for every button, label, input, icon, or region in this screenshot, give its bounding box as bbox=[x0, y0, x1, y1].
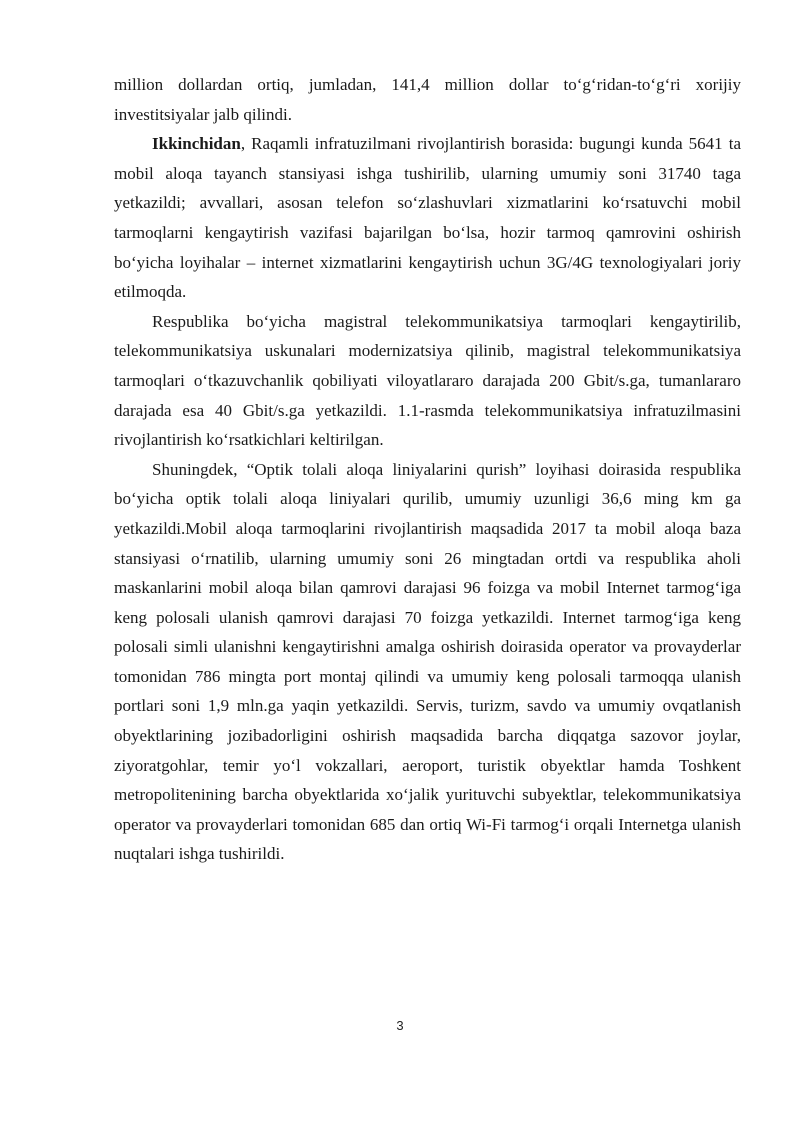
paragraph-text: million dollardan ortiq, jumladan, 141,4 million dollar to‘g‘ridan-to‘g‘ri xorijiy investitsiyalar jalb qilindi. bbox=[114, 75, 741, 124]
paragraph-text: , Raqamli infratuzilmani rivojlantirish borasida: bugungi kunda 5641 ta mobil aloqa tayanch stansiyasi ishga tushirilib, ularning umumiy soni 31740 taga yetkazildi; avvallari, asosan telefon so‘zlashuvlari xizmatlarini ko‘rsatuvchi mobil tarmoqlarni kengaytirish vazifasi bajarilgan bo‘lsa, hozir tarmoq qamrovini oshirish bo‘yicha loyihalar – internet xizmatlarini kengaytirish uchun 3G/4G texnologiyalari joriy etilmoqda. bbox=[114, 134, 741, 302]
document-page bbox=[114, 70, 741, 869]
paragraph-fiber-optics bbox=[114, 455, 741, 869]
paragraph-lead-word: Ikkinchidan bbox=[152, 134, 241, 154]
paragraph-investments bbox=[114, 70, 741, 129]
paragraph-backbone-networks bbox=[114, 307, 741, 455]
paragraph-text: Respublika bo‘yicha magistral telekommunikatsiya tarmoqlari kengaytirilib, telekommunikatsiya uskunalari modernizatsiya qilinib, magistral telekommunikatsiya tarmoqlari o‘tkazuvchanlik qobiliyati viloyatlararo darajada 200 Gbit/s.ga, tumanlararo darajada esa 40 Gbit/s.ga yetkazildi. 1.1-rasmda telekommunikatsiya infratuzilmasini rivojlantirish ko‘rsatkichlari keltirilgan. bbox=[114, 311, 741, 450]
paragraph-text: Shuningdek, “Optik tolali aloqa liniyalarini qurish” loyihasi doirasida respublika bo‘yicha optik tolali aloqa liniyalari qurilib, umumiy uzunligi 36,6 ming km ga yetkazildi.Mobil aloqa tarmoqlarini rivojlantirish maqsadida 2017 ta mobil aloqa baza stansiyasi o‘rnatilib, ularning umumiy soni 26 mingtadan ortdi va respublika aholi maskanlarini mobil aloqa bilan qamrovi darajasi 96 foizga va mobil Internet tarmog‘iga keng polosali ulanish qamrovi darajasi 70 foizga yetkazildi. Internet tarmog‘iga keng polosali simli ulanishni kengaytirishni amalga oshirish doirasida operator va provayderlar tomonidan 786 mingta port montaj qilindi va umumiy keng polosali tarmoqqa ulanish portlari soni 1,9 mln.ga yaqin yetkazildi. Servis, turizm, savdo va umumiy ovqatlanish obyektlarining jozibadorligini oshirish maqsadida barcha diqqatga sazovor joylar, ziyoratgohlar, temir yo‘l vokzallari, aeroport, turistik obyektlar hamda Toshkent metropolitenining barcha obyektlarida xo‘jalik yurituvchi subyektlar, telekommunikatsiya operator va provayderlari tomonidan 685 dan ortiq Wi-Fi tarmog‘i orqali Internetga ulanish nuqtalari ishga tushirildi. bbox=[114, 459, 741, 864]
paragraph-digital-infrastructure bbox=[114, 129, 741, 307]
page-number: 3 bbox=[396, 1018, 404, 1033]
